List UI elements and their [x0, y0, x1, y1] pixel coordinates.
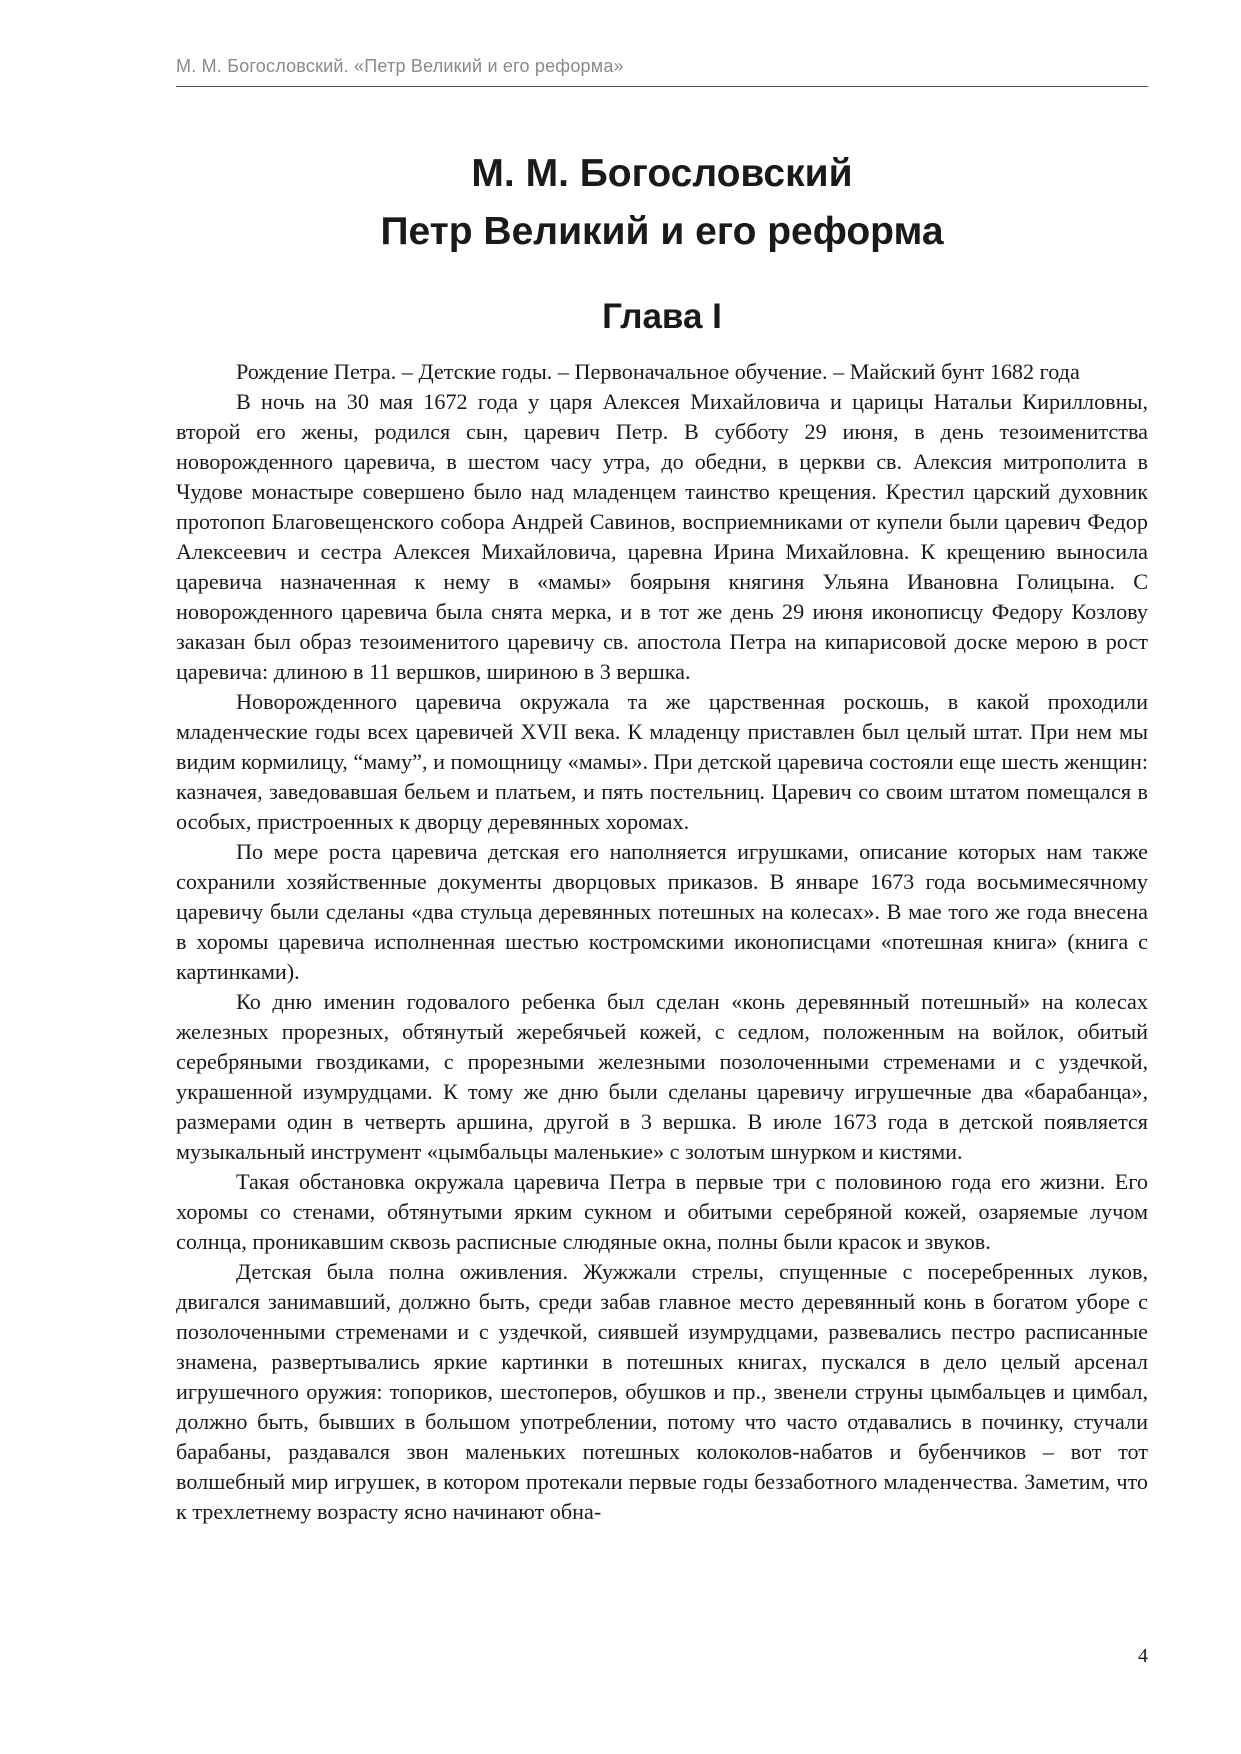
running-header: М. М. Богословский. «Петр Великий и его реформа»: [176, 56, 624, 76]
book-title: Петр Великий и его реформа: [380, 210, 944, 253]
page-number: 4: [1138, 1645, 1148, 1667]
paragraph: Ко дню именин годовалого ребенка был сделан «конь деревянный потешный» на колесах железных прорезных, обтянутый жеребячьей кожей, с седлом, положенным на войлок, обитый серебряными гвоздиками, с прорезными железными позолоченными стременами и с уздечкой, украшенной изумрудцами. К тому же дню были сделаны царевичу игрушечные два «барабанца», размерами один в четверть аршина, другой в 3 вершка. В июле 1673 года в детской появляется музыкальный инструмент «цымбальцы маленькие» с золотым шнурком и кистями.: [176, 989, 1148, 1164]
book-author: М. М. Богословский: [471, 152, 853, 195]
body-text: [176, 357, 1148, 1527]
paragraph: В ночь на 30 мая 1672 года у царя Алексея Михайловича и царицы Натальи Кирилловны, второй его жены, родился сын, царевич Петр. В субботу 29 июня, в день тезоименитства новорожденного царевича, в шестом часу утра, до обедни, в церкви св. Алексия митрополита в Чудове монастыре совершено было над младенцем таинство крещения. Крестил царский духовник протопоп Благовещенского собора Андрей Савинов, восприемниками от купели были царевич Федор Алексеевич и сестра Алексея Михайловича, царевна Ирина Михайловна. К крещению выносила царевича назначенная к нему в «мамы» боярыня княгиня Ульяна Ивановна Голицына. С новорожденного царевича была снята мерка, и в тот же день 29 июня иконописцу Федору Козлову заказан был образ тезоименитого царевичу св. апостола Петра на кипарисовой доске мерою в рост царевича: длиною в 11 вершков, шириною в 3 вершка.: [176, 389, 1148, 684]
header-divider: [176, 86, 1148, 87]
chapter-heading: Глава I: [602, 297, 722, 336]
paragraph: По мере роста царевича детская его наполняется игрушками, описание которых нам также сохранили хозяйственные документы дворцовых приказов. В январе 1673 года восьмимесячному царевичу были сделаны «два стульца деревянных потешных на колесах». В мае того же года внесена в хоромы царевича исполненная шестью костромскими иконописцами «потешная книга» (книга с картинками).: [176, 839, 1148, 984]
paragraph: Новорожденного царевича окружала та же царственная роскошь, в какой проходили младенческие годы всех царевичей XVII века. К младенцу приставлен был целый штат. При нем мы видим кормилицу, “маму”, и помощницу «мамы». При детской царевича состояли еще шесть женщин: казначея, заведовавшая бельем и платьем, и пять постельниц. Царевич со своим штатом помещался в особых, пристроенных к дворцу деревянных хоромах.: [176, 689, 1148, 834]
title-block: [176, 145, 1148, 339]
paragraph: Такая обстановка окружала царевича Петра в первые три с половиною года его жизни. Его хоромы со стенами, обтянутыми ярким сукном и обитыми серебряной кожей, озаряемые лучом солнца, проникавшим сквозь расписные слюдяные окна, полны были красок и звуков.: [176, 1169, 1148, 1254]
paragraph-summary: Рождение Петра. – Детские годы. – Первоначальное обучение. – Майский бунт 1682 года: [236, 359, 1080, 384]
paragraph: Детская была полна оживления. Жужжали стрелы, спущенные с посеребренных луков, двигался занимавший, должно быть, среди забав главное место деревянный конь в богатом уборе с позолоченными стременами и с уздечкой, сиявшей изумрудцами, развевались пестро расписанные знамена, развертывались яркие картинки в потешных книгах, пускался в дело целый арсенал игрушечного оружия: топориков, шестоперов, обушков и пр., звенели струны цымбальцев и цимбал, должно быть, бывших в большом употреблении, потому что часто отдавались в починку, стучали барабаны, раздавался звон маленьких потешных колоколов-набатов и бубенчиков – вот тот волшебный мир игрушек, в котором протекали первые годы беззаботного младенчества. Заметим, что к трехлетнему возрасту ясно начинают обна-: [176, 1259, 1148, 1524]
